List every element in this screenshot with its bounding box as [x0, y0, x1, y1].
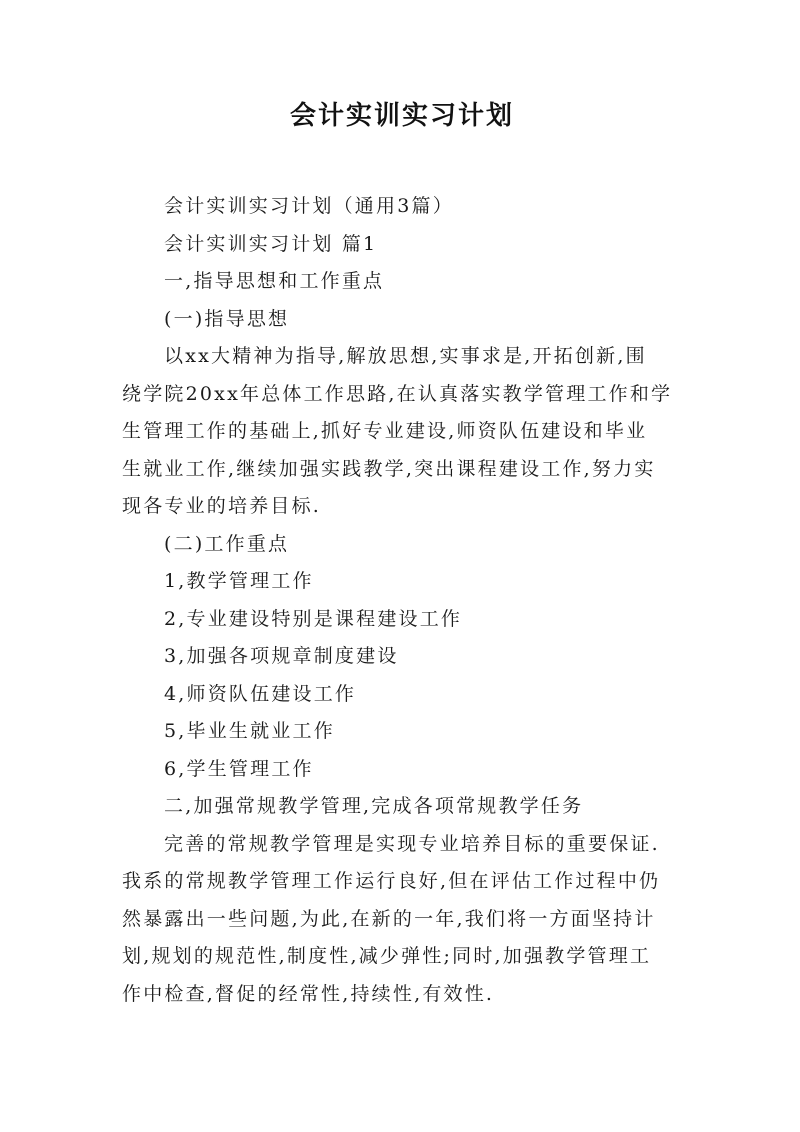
list-item: 2,专业建设特别是课程建设工作: [164, 607, 463, 630]
paragraph-line: 以xx大精神为指导,解放思想,实事求是,开拓创新,围: [164, 345, 647, 367]
paragraph-line: 然暴露出一些问题,为此,在新的一年,我们将一方面坚持计: [122, 907, 656, 930]
paragraph-line: 划,规划的规范性,制度性,减少弹性;同时,加强教学管理工: [122, 945, 652, 967]
paragraph-line: 现各专业的培养目标.: [122, 495, 322, 517]
paragraph-line: 作中检查,督促的经常性,持续性,有效性.: [122, 982, 495, 1005]
paragraph-guiding-thought: [122, 338, 682, 526]
paragraph-routine-teaching: [122, 826, 682, 1014]
document-title: 会计实训实习计划: [289, 101, 514, 131]
list-item: 1,教学管理工作: [164, 570, 314, 592]
paragraph-line: 生就业工作,继续加强实践教学,突出课程建设工作,努力实: [122, 457, 656, 480]
subheading-guiding-thought: (一)指导思想: [164, 307, 290, 330]
subtitle-line: 会计实训实习计划（通用3篇）: [164, 195, 454, 217]
subheading-work-focus: (二)工作重点: [164, 532, 290, 555]
list-item: 5,毕业生就业工作: [164, 720, 335, 742]
list-item: 6,学生管理工作: [164, 757, 314, 780]
paragraph-line: 绕学院20xx年总体工作思路,在认真落实教学管理工作和学: [122, 382, 673, 405]
list-item: 3,加强各项规章制度建设: [164, 645, 399, 667]
heading-routine-teaching: 二,加强常规教学管理,完成各项常规教学任务: [164, 795, 584, 817]
paragraph-line: 生管理工作的基础上,抓好专业建设,师资队伍建设和毕业: [122, 420, 648, 442]
paragraph-line: 完善的常规教学管理是实现专业培养目标的重要保证.: [164, 832, 660, 855]
list-item: 4,师资队伍建设工作: [164, 682, 357, 705]
section-heading: 会计实训实习计划 篇1: [164, 232, 378, 255]
heading-guiding-and-focus: 一,指导思想和工作重点: [164, 270, 385, 292]
paragraph-line: 我系的常规教学管理工作运行良好,但在评估工作过程中仍: [122, 870, 661, 892]
